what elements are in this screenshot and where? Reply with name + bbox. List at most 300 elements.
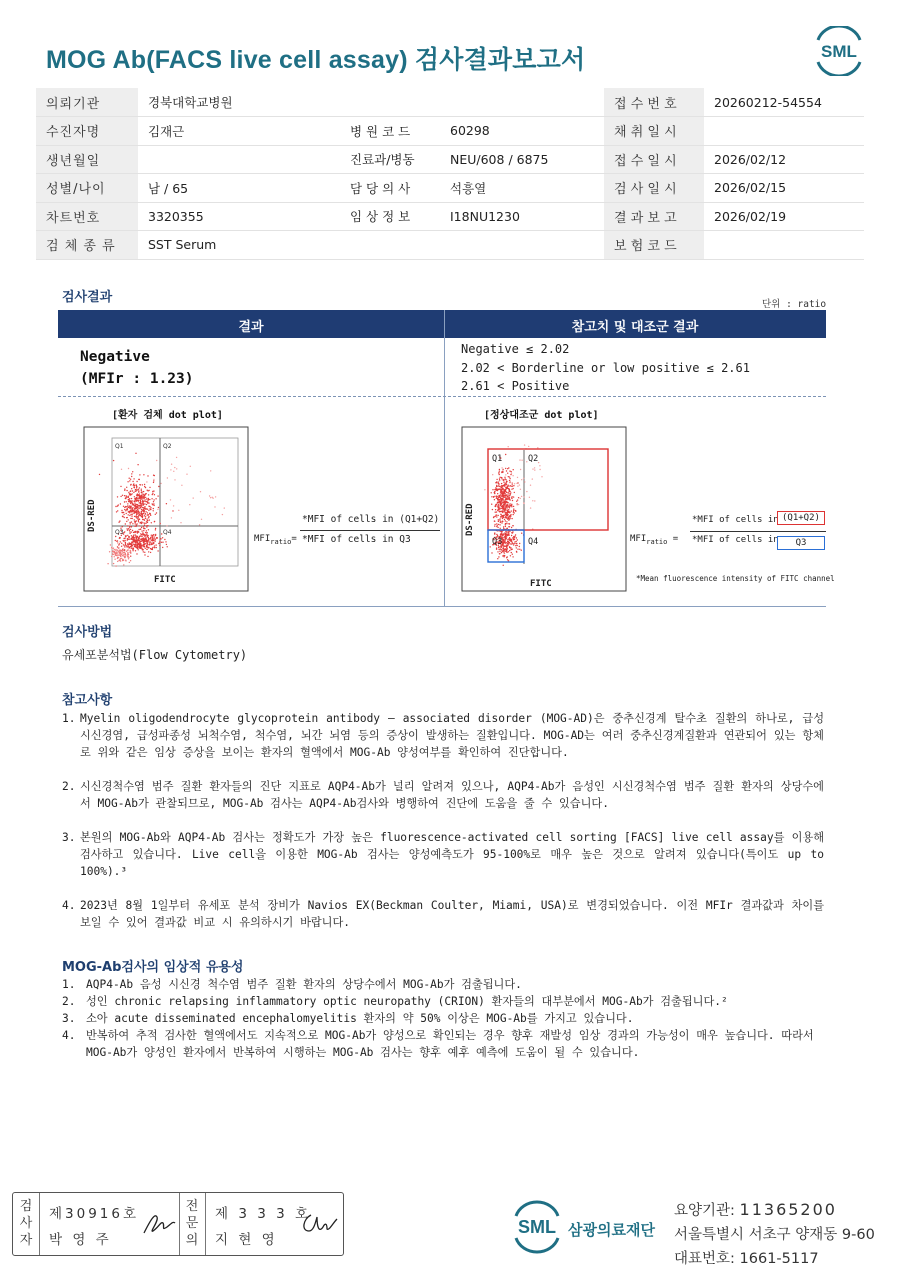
- info-value: SST Serum: [138, 231, 340, 260]
- plot-dot: [115, 540, 116, 541]
- plot-dot: [519, 543, 520, 544]
- patient-plot-caption: [환자 검체 dot plot]: [112, 410, 223, 421]
- plot-dot: [136, 508, 137, 509]
- plot-dot: [507, 512, 508, 513]
- plot-dot: [143, 537, 144, 538]
- plot-dot: [189, 504, 190, 505]
- plot-dot: [136, 512, 137, 513]
- plot-dot: [500, 518, 501, 519]
- svg-text:FITC: FITC: [530, 579, 552, 589]
- plot-dot: [117, 542, 118, 543]
- plot-dot: [149, 499, 150, 500]
- plot-dot: [509, 526, 510, 527]
- plot-dot: [505, 495, 506, 496]
- method-text: 유세포분석법(Flow Cytometry): [62, 648, 248, 662]
- plot-dot: [155, 514, 156, 515]
- plot-dot: [507, 502, 508, 503]
- plot-dot: [507, 493, 508, 494]
- plot-dot: [500, 522, 501, 523]
- plot-dot: [135, 489, 136, 490]
- plot-dot: [503, 565, 504, 566]
- plot-dot: [526, 491, 527, 492]
- plot-dot: [200, 491, 201, 492]
- plot-dot: [503, 493, 504, 494]
- plot-dot: [497, 525, 498, 526]
- plot-dot: [122, 526, 123, 527]
- plot-dot: [519, 549, 520, 550]
- plot-dot: [503, 482, 504, 483]
- plot-dot: [498, 483, 499, 484]
- plot-dot: [515, 545, 516, 546]
- notes-list: [62, 710, 824, 948]
- info-value: 석흥열: [440, 174, 604, 203]
- info-label: 차트번호: [36, 202, 138, 231]
- plot-dot: [159, 541, 160, 542]
- plot-dot: [130, 510, 131, 511]
- plot-dot: [501, 477, 502, 478]
- plot-dot: [136, 517, 137, 518]
- plot-dot: [530, 485, 531, 486]
- plot-dot: [513, 506, 514, 507]
- plot-dot: [513, 544, 514, 545]
- plot-dot: [133, 485, 134, 486]
- plot-dot: [131, 531, 132, 532]
- plot-dot: [496, 523, 497, 524]
- plot-dot: [126, 521, 127, 522]
- info-label: 채 취 일 시: [604, 117, 704, 146]
- plot-dot: [505, 512, 506, 513]
- plot-dot: [148, 510, 149, 511]
- plot-dot: [506, 505, 507, 506]
- plot-dot: [136, 538, 137, 539]
- plot-dot: [508, 517, 509, 518]
- plot-dot: [132, 510, 133, 511]
- plot-dot: [147, 512, 148, 513]
- plot-dot: [136, 481, 137, 482]
- plot-dot: [141, 491, 142, 492]
- plot-dot: [520, 469, 521, 470]
- org-name: 삼광의료재단: [568, 1221, 655, 1239]
- plot-dot: [514, 483, 515, 484]
- plot-dot: [170, 469, 171, 470]
- plot-dot: [139, 544, 140, 545]
- plot-dot: [148, 494, 149, 495]
- plot-dot: [539, 469, 540, 470]
- plot-dot: [162, 542, 163, 543]
- plot-dot: [505, 523, 506, 524]
- plot-dot: [144, 515, 145, 516]
- svg-text:Q3: Q3: [492, 537, 503, 547]
- plot-dot: [517, 539, 518, 540]
- plot-dot: [512, 543, 513, 544]
- plot-dot: [150, 509, 151, 510]
- plot-dot: [152, 503, 153, 504]
- plot-dot: [506, 545, 507, 546]
- plot-dot: [123, 550, 124, 551]
- plot-dot: [499, 551, 500, 552]
- plot-dot: [129, 544, 130, 545]
- plot-dot: [491, 496, 492, 497]
- plot-dot: [153, 510, 154, 511]
- plot-dot: [127, 550, 128, 551]
- plot-dot: [122, 516, 123, 517]
- info-label: 검 체 종 류: [36, 231, 138, 260]
- plot-dot: [500, 548, 501, 549]
- plot-dot: [135, 523, 136, 524]
- plot-dot: [138, 511, 139, 512]
- plot-dot: [152, 494, 153, 495]
- plot-dot: [131, 521, 132, 522]
- unit-label: 단위 : ratio: [762, 299, 827, 310]
- plot-dot: [500, 508, 501, 509]
- reference-line: 2.61 < Positive: [461, 379, 570, 393]
- plot-dot: [145, 511, 146, 512]
- plot-dot: [129, 478, 130, 479]
- plot-dot: [509, 478, 510, 479]
- list-item: 3. 소아 acute disseminated encephalomyelitis 환자의 약 50% 이상은 MOG-Ab를 가지고 있습니다.: [62, 1012, 634, 1025]
- plot-dot: [497, 505, 498, 506]
- plot-dot: [125, 556, 126, 557]
- list-item: 4. 반복하여 추적 검사한 혈액에서도 지속적으로 MOG-Ab가 양성으로 확인되는 경우 향후 재발성 임상 경과의 가능성이 매우 높습니다. 따라서 MOG-Ab가 양성인 환자에서 반복하여 시행하는 MOG-Ab 검사는 향후 예후 예측에 도움이 될 수 있습니다.: [62, 1029, 814, 1059]
- plot-dot: [115, 549, 116, 550]
- plot-dot: [148, 529, 149, 530]
- plot-dot: [143, 491, 144, 492]
- footer-sml-logo: [510, 1198, 564, 1254]
- plot-dot: [150, 541, 151, 542]
- plot-dot: [131, 493, 132, 494]
- plot-dot: [493, 517, 494, 518]
- plot-dot: [499, 478, 500, 479]
- plot-dot: [120, 541, 121, 542]
- plot-dot: [511, 496, 512, 497]
- plot-dot: [523, 478, 524, 479]
- plot-dot: [140, 546, 141, 547]
- plot-dot: [139, 474, 140, 475]
- plot-dot: [109, 551, 110, 552]
- plot-dot: [128, 501, 129, 502]
- plot-dot: [129, 536, 130, 537]
- plot-dot: [115, 555, 116, 556]
- plot-dot: [503, 546, 504, 547]
- plot-dot: [534, 500, 535, 501]
- plot-dot: [145, 507, 146, 508]
- info-value: 2026/02/12: [704, 145, 864, 174]
- plot-dot: [153, 503, 154, 504]
- plot-dot: [516, 547, 517, 548]
- plot-dot: [130, 506, 131, 507]
- plot-dot: [511, 471, 512, 472]
- plot-dot: [120, 496, 121, 497]
- table-row: [36, 145, 864, 174]
- plot-dot: [141, 511, 142, 512]
- plot-dot: [508, 541, 509, 542]
- plot-dot: [139, 487, 140, 488]
- plot-dot: [174, 479, 175, 480]
- plot-dot: [141, 546, 142, 547]
- plot-dot: [146, 526, 147, 527]
- plot-dot: [136, 553, 137, 554]
- patient-formula-numerator: *MFI of cells in (Q1+Q2): [302, 514, 440, 525]
- plot-dot: [144, 528, 145, 529]
- plot-dot: [146, 547, 147, 548]
- plot-dot: [144, 552, 145, 553]
- plot-dot: [143, 513, 144, 514]
- plot-dot: [499, 477, 500, 478]
- plot-dot: [517, 477, 518, 478]
- plot-dot: [501, 522, 502, 523]
- plot-dot: [496, 488, 497, 489]
- plot-dot: [117, 561, 118, 562]
- plot-dot: [134, 501, 135, 502]
- plot-dot: [147, 502, 148, 503]
- plot-dot: [504, 541, 505, 542]
- plot-dot: [142, 484, 143, 485]
- plot-dot: [144, 498, 145, 499]
- plot-dot: [136, 524, 137, 525]
- plot-dot: [497, 527, 498, 528]
- plot-dot: [147, 475, 148, 476]
- info-value: [138, 145, 340, 174]
- plot-dot: [499, 474, 500, 475]
- plot-dot: [496, 516, 497, 517]
- control-dot-plot: [458, 424, 630, 594]
- plot-dot: [130, 484, 131, 485]
- plot-dot: [511, 518, 512, 519]
- plot-dot: [140, 505, 141, 506]
- plot-dot: [99, 474, 100, 475]
- plot-dot: [127, 481, 128, 482]
- plot-dot: [118, 522, 119, 523]
- plot-dot: [502, 472, 503, 473]
- plot-dot: [126, 487, 127, 488]
- plot-dot: [131, 498, 132, 499]
- plot-dot: [131, 473, 132, 474]
- plot-dot: [506, 536, 507, 537]
- plot-dot: [140, 535, 141, 536]
- plot-dot: [506, 481, 507, 482]
- plot-dot: [515, 534, 516, 535]
- plot-dot: [121, 543, 122, 544]
- plot-dot: [511, 527, 512, 528]
- plot-dot: [496, 479, 497, 480]
- plot-dot: [117, 505, 118, 506]
- plot-dot: [511, 497, 512, 498]
- plot-dot: [497, 558, 498, 559]
- plot-dot: [123, 514, 124, 515]
- plot-dot: [134, 503, 135, 504]
- plot-dot: [123, 538, 124, 539]
- plot-dot: [124, 552, 125, 553]
- plot-dot: [508, 476, 509, 477]
- plot-dot: [133, 504, 134, 505]
- plot-dot: [506, 535, 507, 536]
- plot-dot: [151, 535, 152, 536]
- plot-dot: [173, 471, 174, 472]
- plot-dot: [148, 547, 149, 548]
- plot-dot: [505, 454, 506, 455]
- plot-dot: [513, 496, 514, 497]
- plot-dot: [134, 496, 135, 497]
- plot-dot: [155, 534, 156, 535]
- plot-dot: [524, 496, 525, 497]
- plot-dot: [492, 489, 493, 490]
- plot-dot: [501, 552, 502, 553]
- plot-dot: [503, 549, 504, 550]
- plot-dot: [498, 549, 499, 550]
- plot-dot: [506, 492, 507, 493]
- plot-dot: [508, 551, 509, 552]
- plot-dot: [503, 497, 504, 498]
- info-label: 생년월일: [36, 145, 138, 174]
- plot-dot: [512, 475, 513, 476]
- plot-dot: [137, 499, 138, 500]
- plot-dot: [517, 486, 518, 487]
- plot-dot: [136, 487, 137, 488]
- plot-dot: [148, 502, 149, 503]
- plot-dot: [132, 514, 133, 515]
- plot-dot: [125, 510, 126, 511]
- plot-dot: [151, 536, 152, 537]
- svg-text:DS-RED: DS-RED: [87, 499, 97, 532]
- plot-dot: [128, 519, 129, 520]
- plot-dot: [507, 484, 508, 485]
- plot-dot: [511, 552, 512, 553]
- plot-dot: [492, 474, 493, 475]
- plot-dot: [498, 515, 499, 516]
- code-value: 11365200: [739, 1200, 837, 1219]
- plot-dot: [123, 554, 124, 555]
- plot-dot: [131, 526, 132, 527]
- plot-dot: [521, 479, 522, 480]
- plot-dot: [136, 536, 137, 537]
- plot-dot: [495, 516, 496, 517]
- plot-dot: [119, 552, 120, 553]
- plot-dot: [134, 544, 135, 545]
- result-column-header: 결과: [238, 320, 264, 335]
- plot-dot: [144, 524, 145, 525]
- plot-dot: [142, 549, 143, 550]
- plot-dot: [124, 490, 125, 491]
- plot-dot: [126, 495, 127, 496]
- plot-dot: [142, 519, 143, 520]
- plot-dot: [126, 546, 127, 547]
- plot-dot: [129, 526, 130, 527]
- plot-dot: [510, 474, 511, 475]
- plot-dot: [154, 536, 155, 537]
- plot-dot: [506, 470, 507, 471]
- plot-dot: [149, 506, 150, 507]
- plot-dot: [502, 502, 503, 503]
- plot-dot: [509, 546, 510, 547]
- org-address: 서울특별시 서초구 양재동 9-60: [674, 1227, 875, 1243]
- patient-dot-plot: [80, 424, 252, 594]
- plot-dot: [510, 492, 511, 493]
- plot-dot: [137, 506, 138, 507]
- plot-dot: [117, 496, 118, 497]
- plot-dot: [498, 497, 499, 498]
- plot-dot: [505, 478, 506, 479]
- plot-dot: [144, 546, 145, 547]
- plot-dot: [160, 538, 161, 539]
- plot-dot: [509, 523, 510, 524]
- plot-dot: [499, 471, 500, 472]
- plot-dot: [155, 539, 156, 540]
- plot-dot: [142, 493, 143, 494]
- plot-dot: [528, 446, 529, 447]
- plot-dot: [153, 505, 154, 506]
- plot-dot: [122, 495, 123, 496]
- plot-dot: [511, 504, 512, 505]
- plot-dot: [511, 540, 512, 541]
- plot-dot: [508, 533, 509, 534]
- plot-dot: [127, 525, 128, 526]
- plot-dot: [499, 524, 500, 525]
- plot-dot: [127, 554, 128, 555]
- info-label: 접 수 번 호: [604, 88, 704, 117]
- plot-dot: [154, 521, 155, 522]
- plot-dot: [494, 493, 495, 494]
- plot-dot: [186, 474, 187, 475]
- plot-dot: [498, 481, 499, 482]
- plot-dot: [136, 520, 137, 521]
- plot-dot: [131, 538, 132, 539]
- plot-dot: [145, 532, 146, 533]
- plot-dot: [509, 531, 510, 532]
- plot-dot: [132, 518, 133, 519]
- plot-dot: [513, 514, 514, 515]
- plot-dot: [514, 492, 515, 493]
- plot-dot: [504, 492, 505, 493]
- plot-dot: [156, 538, 157, 539]
- plot-dot: [138, 549, 139, 550]
- plot-dot: [122, 551, 123, 552]
- plot-dot: [120, 537, 121, 538]
- mfi-footnote: *Mean fluorescence intensity of FITC channel: [636, 574, 835, 583]
- plot-dot: [496, 511, 497, 512]
- plot-dot: [127, 552, 128, 553]
- plot-dot: [134, 526, 135, 527]
- plot-dot: [127, 503, 128, 504]
- plot-dot: [193, 497, 194, 498]
- plot-dot: [524, 481, 525, 482]
- plot-dot: [514, 536, 515, 537]
- plot-dot: [115, 565, 116, 566]
- plot-dot: [111, 547, 112, 548]
- plot-dot: [137, 464, 138, 465]
- plot-dot: [144, 503, 145, 504]
- plot-dot: [138, 521, 139, 522]
- plot-dot: [510, 481, 511, 482]
- plot-dot: [512, 549, 513, 550]
- plot-dot: [151, 549, 152, 550]
- plot-dot: [484, 489, 485, 490]
- plot-dot: [503, 528, 504, 529]
- plot-dot: [505, 548, 506, 549]
- plot-dot: [176, 468, 177, 469]
- info-label: 의뢰기관: [36, 88, 138, 117]
- plot-dot: [153, 534, 154, 535]
- plot-dot: [160, 523, 161, 524]
- plot-dot: [521, 550, 522, 551]
- plot-dot: [158, 507, 159, 508]
- plot-dot: [130, 560, 131, 561]
- plot-dot: [151, 522, 152, 523]
- plot-dot: [517, 545, 518, 546]
- plot-dot: [140, 499, 141, 500]
- plot-dot: [133, 478, 134, 479]
- plot-dot: [501, 485, 502, 486]
- plot-dot: [501, 483, 502, 484]
